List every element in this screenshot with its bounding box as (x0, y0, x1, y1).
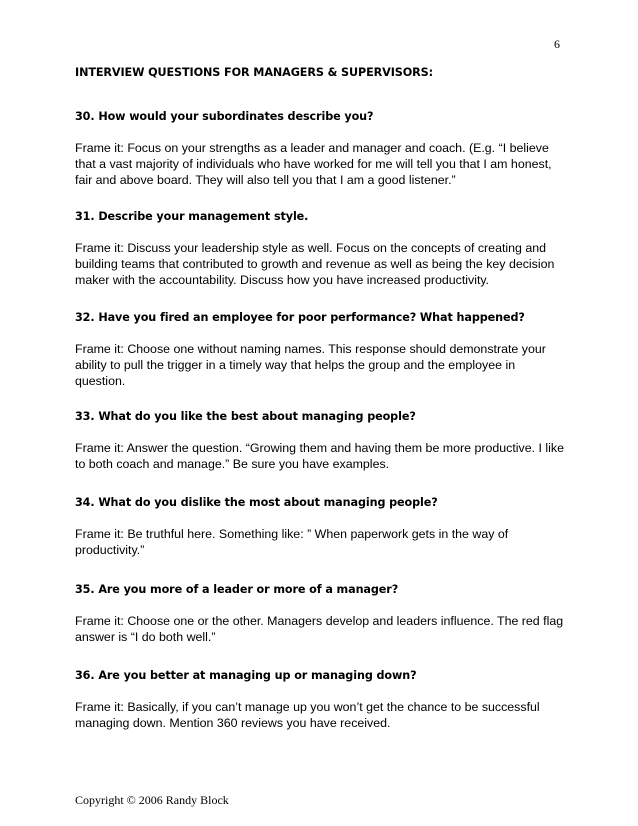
page-number: 6 (554, 37, 560, 51)
answer-30: Frame it: Focus on your strengths as a leader and manager and coach. (E.g. “I believe that a vast majority of individuals who have worked for me will tell you that I am honest, fair and above board. They will also tell you that I am a good listener.” (75, 141, 552, 187)
question-36: 36. Are you better at managing up or managing down? (75, 669, 417, 682)
answer-33: Frame it: Answer the question. “Growing them and having them be more productive. I like to both coach and manage.” Be sure you have examples. (75, 441, 564, 471)
copyright-footer: Copyright © 2006 Randy Block (75, 793, 229, 807)
question-34: 34. What do you dislike the most about managing people? (75, 496, 438, 509)
question-33: 33. What do you like the best about managing people? (75, 410, 416, 423)
answer-36: Frame it: Basically, if you can’t manage up you won’t get the chance to be successful managing down. Mention 360 reviews you have received. (75, 700, 540, 730)
qa-item-33 (75, 410, 565, 472)
qa-item-34 (75, 496, 565, 558)
qa-item-36 (75, 669, 565, 731)
qa-item-32 (75, 311, 565, 389)
answer-32: Frame it: Choose one without naming names. This response should demonstrate your ability to pull the trigger in a timely way that helps the group and the employee in question. (75, 342, 546, 388)
question-32: 32. Have you fired an employee for poor performance? What happened? (75, 311, 525, 324)
answer-34: Frame it: Be truthful here. Something like: ” When paperwork gets in the way of productivity.” (75, 527, 509, 557)
question-31: 31. Describe your management style. (75, 210, 309, 223)
qa-item-35 (75, 583, 565, 645)
page-heading: INTERVIEW QUESTIONS FOR MANAGERS & SUPERVISORS: (75, 66, 433, 79)
question-35: 35. Are you more of a leader or more of a manager? (75, 583, 399, 596)
qa-item-31 (75, 210, 565, 288)
qa-item-30 (75, 110, 565, 188)
answer-31: Frame it: Discuss your leadership style as well. Focus on the concepts of creating and building teams that contributed to growth and revenue as well as being the key decision maker with the accountability. Discuss how you have increased productivity. (75, 241, 555, 287)
answer-35: Frame it: Choose one or the other. Managers develop and leaders influence. The red flag answer is “I do both well.” (75, 614, 564, 644)
question-30: 30. How would your subordinates describe you? (75, 110, 374, 123)
